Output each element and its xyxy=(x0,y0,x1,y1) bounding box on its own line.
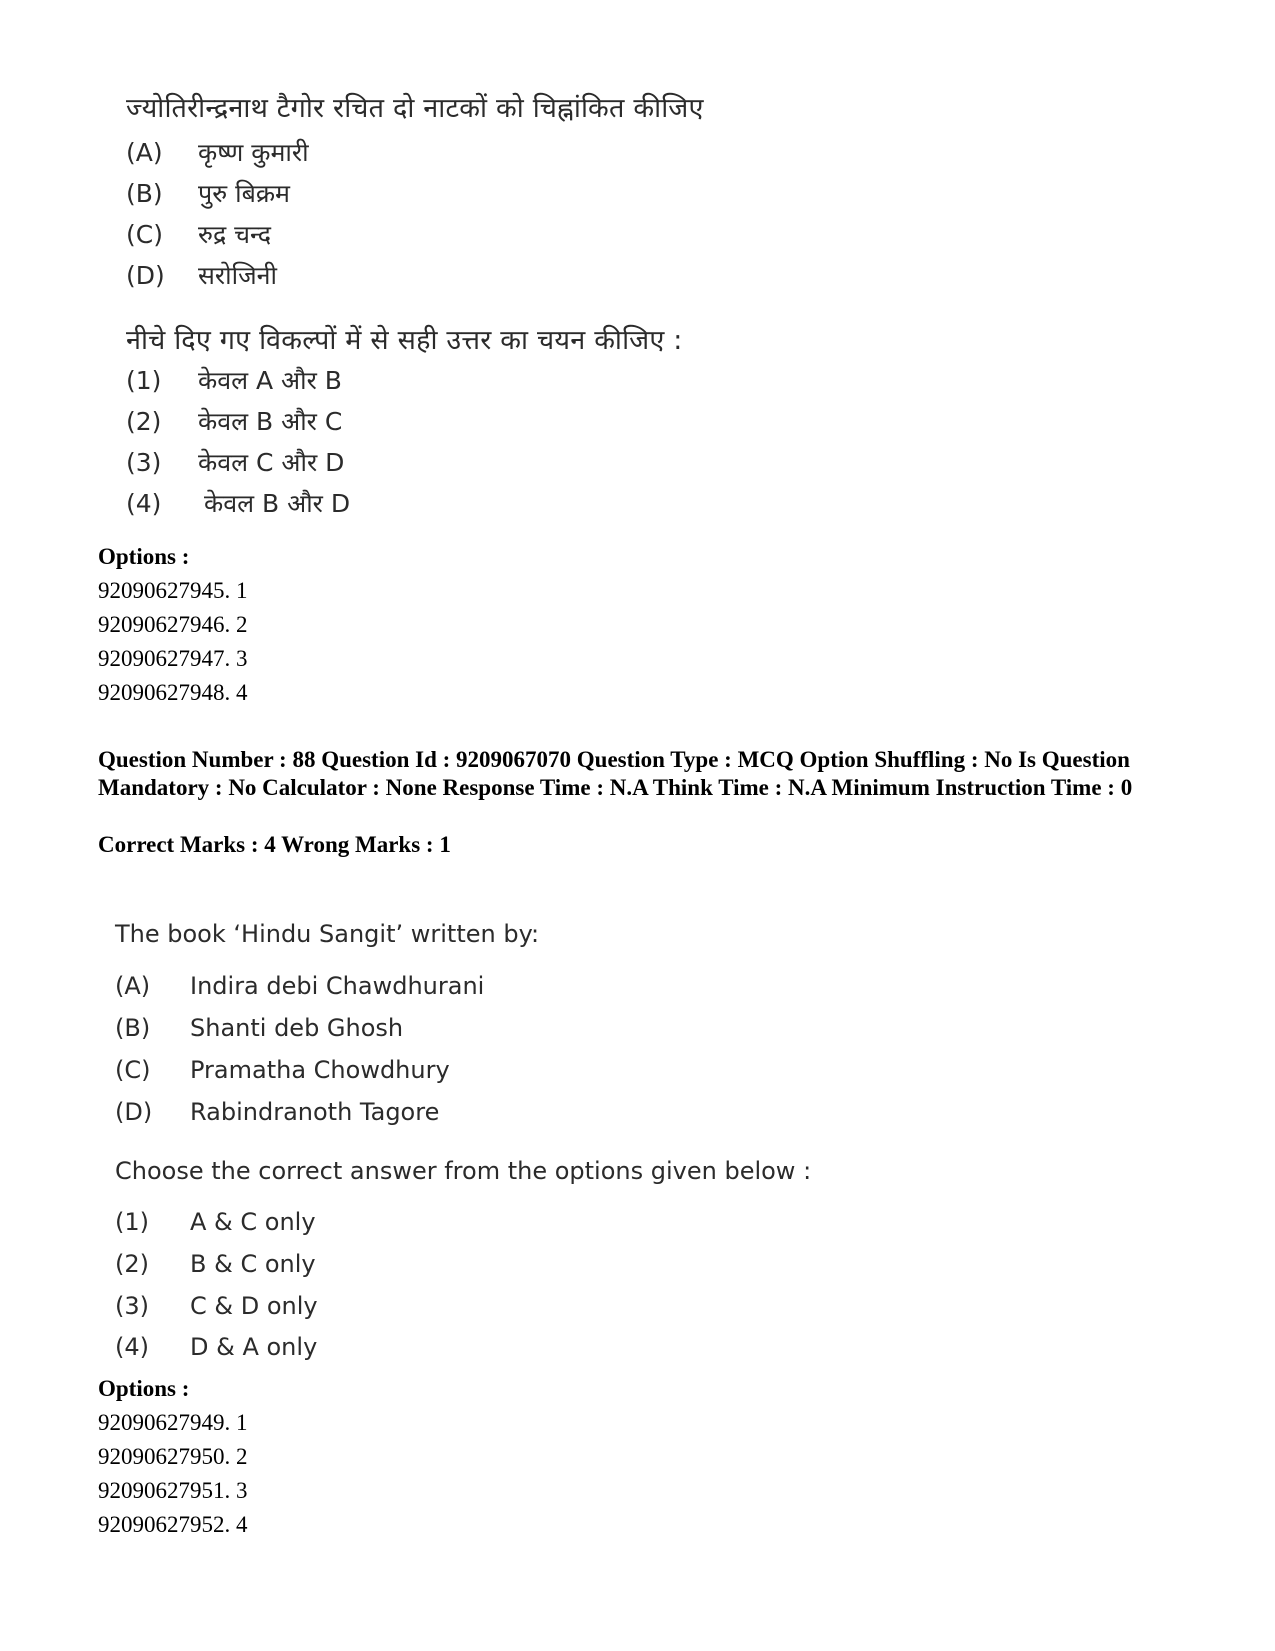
statement-text: Shanti deb Ghosh xyxy=(190,1014,404,1042)
choice-label: (4) xyxy=(115,1333,149,1361)
statement-text: कृष्ण कुमारी xyxy=(198,138,309,167)
statement-text: Pramatha Chowdhury xyxy=(190,1056,450,1084)
option-line: 92090627949. 1 xyxy=(98,1410,248,1435)
choice-text: D & A only xyxy=(190,1333,318,1361)
choice-text: केवल B और D xyxy=(204,489,351,518)
answer-instruction: Choose the correct answer from the options given below : xyxy=(115,1157,812,1185)
options-heading: Options : xyxy=(98,1376,190,1401)
option-line: 92090627950. 2 xyxy=(98,1444,248,1469)
choice-label: (3) xyxy=(126,448,162,477)
choice-text: C & D only xyxy=(190,1292,318,1320)
answer-instruction: नीचे दिए गए विकल्पों में से सही उत्तर का चयन कीजिए : xyxy=(126,325,683,356)
statement-text: Rabindranoth Tagore xyxy=(190,1098,440,1126)
statement-text: Indira debi Chawdhurani xyxy=(190,972,485,1000)
option-line: 92090627951. 3 xyxy=(98,1478,248,1503)
option-line: 92090627947. 3 xyxy=(98,646,248,671)
option-line: 92090627946. 2 xyxy=(98,612,248,637)
statement-label: (C) xyxy=(126,220,163,249)
question-88-meta: Question Number : 88 Question Id : 9209067070 Question Type : MCQ Option Shuffling : No Is Question Mandatory : No Calculator : None Response Time : N.A Think Time : N.A Minimum Instruction Time : 0 xyxy=(98,747,1133,800)
statement-label: (A) xyxy=(115,972,151,1000)
choice-text: केवल B और C xyxy=(198,407,343,436)
options-heading: Options : xyxy=(98,544,190,569)
choice-text: B & C only xyxy=(190,1250,316,1278)
choice-label: (1) xyxy=(126,366,162,395)
option-line: 92090627952. 4 xyxy=(98,1512,248,1537)
question-stem: ज्योतिरीन्द्रनाथ टैगोर रचित दो नाटकों को चिह्नांकित कीजिए xyxy=(126,93,704,124)
statement-text: पुरु बिक्रम xyxy=(198,179,290,208)
choice-label: (2) xyxy=(115,1250,149,1278)
statement-label: (D) xyxy=(126,261,165,290)
choice-text: केवल C और D xyxy=(198,448,345,477)
q88-options xyxy=(98,1372,248,1542)
statement-label: (A) xyxy=(126,138,163,167)
choice-label: (3) xyxy=(115,1292,149,1320)
option-line: 92090627948. 4 xyxy=(98,680,248,705)
question-88-marks: Correct Marks : 4 Wrong Marks : 1 xyxy=(98,832,451,857)
choice-label: (4) xyxy=(126,489,162,518)
option-line: 92090627945. 1 xyxy=(98,578,248,603)
statement-label: (B) xyxy=(126,179,163,208)
choice-text: केवल A और B xyxy=(198,366,342,395)
statement-text: सरोजिनी xyxy=(198,261,277,290)
statement-label: (B) xyxy=(115,1014,151,1042)
question-stem: The book ‘Hindu Sangit’ written by: xyxy=(115,920,540,948)
choice-label: (1) xyxy=(115,1208,149,1236)
q87-options xyxy=(98,540,248,710)
statement-text: रुद्र चन्द xyxy=(198,220,272,249)
choice-label: (2) xyxy=(126,407,162,436)
statement-label: (C) xyxy=(115,1056,151,1084)
choice-text: A & C only xyxy=(190,1208,316,1236)
statement-label: (D) xyxy=(115,1098,153,1126)
